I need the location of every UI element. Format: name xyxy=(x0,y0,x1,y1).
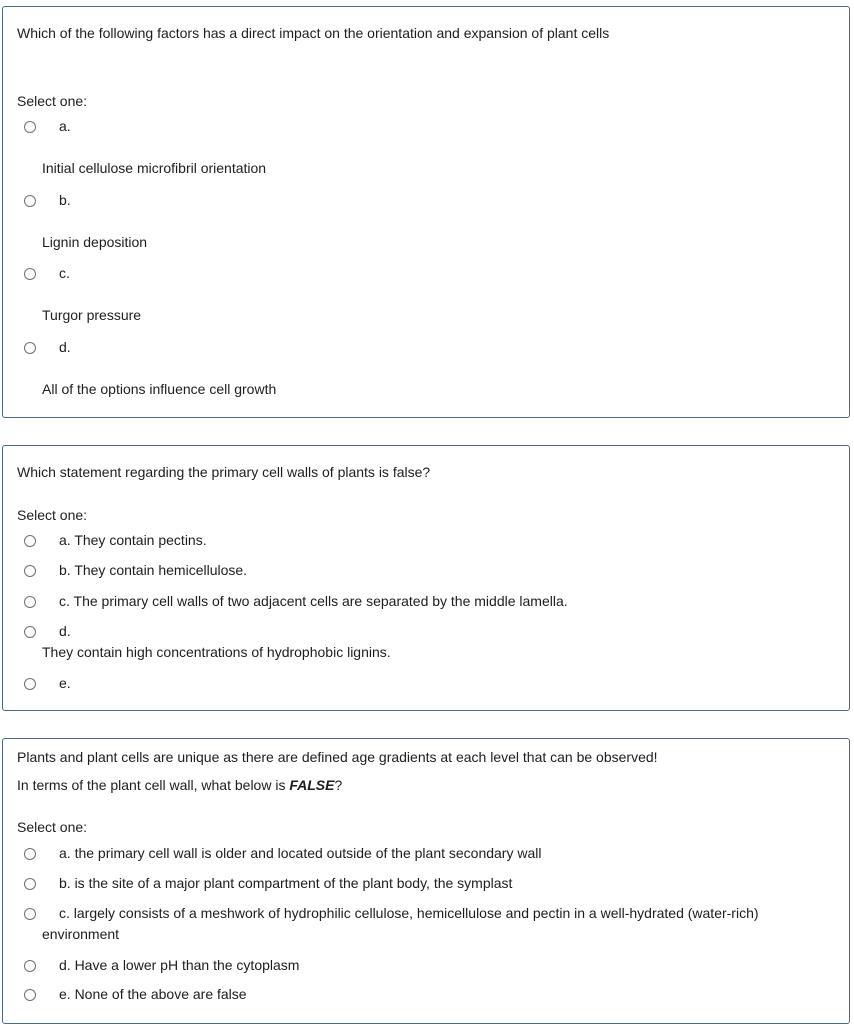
radio-button[interactable] xyxy=(24,268,36,280)
option-text: Lignin deposition xyxy=(42,234,148,250)
radio-button[interactable] xyxy=(24,535,36,547)
option-label: c. largely consists of a meshwork of hydrophilic cellulose, hemicellulose and pectin in a well-hydrated (water-rich) xyxy=(59,905,759,921)
option-text: Turgor pressure xyxy=(42,307,142,323)
question-suffix: ? xyxy=(334,777,343,793)
radio-button[interactable] xyxy=(24,848,36,860)
radio-button[interactable] xyxy=(24,878,36,890)
option-label: d. xyxy=(59,623,71,639)
option-label: c. The primary cell walls of two adjacent cells are separated by the middle lamella. xyxy=(59,593,568,609)
option-label: d. Have a lower pH than the cytoplasm xyxy=(59,957,300,973)
option-d[interactable] xyxy=(3,623,849,643)
option-a[interactable] xyxy=(3,845,849,865)
option-text: All of the options influence cell growth xyxy=(42,381,277,397)
select-one-label: Select one: xyxy=(17,507,88,523)
option-d[interactable] xyxy=(3,957,849,977)
option-text: Initial cellulose microfibril orientation xyxy=(42,160,267,176)
question-text: Which statement regarding the primary cell walls of plants is false? xyxy=(17,464,431,480)
option-b[interactable] xyxy=(3,875,849,895)
radio-button[interactable] xyxy=(24,195,36,207)
option-letter: d. xyxy=(59,339,71,355)
question-card-1 xyxy=(2,6,850,418)
option-a[interactable] xyxy=(3,118,849,138)
question-text: Which of the following factors has a direct impact on the orientation and expansion of plant cells xyxy=(17,25,610,41)
radio-button[interactable] xyxy=(24,626,36,638)
option-label: a. the primary cell wall is older and located outside of the plant secondary wall xyxy=(59,845,542,861)
option-text-continuation: environment xyxy=(42,926,120,942)
option-label: a. They contain pectins. xyxy=(59,532,207,548)
radio-button[interactable] xyxy=(24,342,36,354)
radio-button[interactable] xyxy=(24,678,36,690)
radio-button[interactable] xyxy=(24,565,36,577)
option-label: e. None of the above are false xyxy=(59,986,247,1002)
option-c[interactable] xyxy=(3,905,849,925)
question-emphasis: FALSE xyxy=(289,777,335,793)
option-e[interactable] xyxy=(3,675,849,695)
option-text: They contain high concentrations of hydrophobic lignins. xyxy=(42,644,391,660)
radio-button[interactable] xyxy=(24,960,36,972)
radio-button[interactable] xyxy=(24,121,36,133)
question-subtext xyxy=(17,775,839,795)
question-prefix: In terms of the plant cell wall, what below is xyxy=(17,777,290,793)
option-c[interactable] xyxy=(3,265,849,285)
radio-button[interactable] xyxy=(24,989,36,1001)
radio-button[interactable] xyxy=(24,908,36,920)
option-c[interactable] xyxy=(3,593,849,613)
select-one-label: Select one: xyxy=(17,93,88,109)
option-letter: b. xyxy=(59,192,71,208)
question-card-2 xyxy=(2,445,850,711)
option-e[interactable] xyxy=(3,986,849,1006)
option-a[interactable] xyxy=(3,532,849,552)
question-card-3 xyxy=(2,738,850,1024)
option-letter: c. xyxy=(59,265,70,281)
radio-button[interactable] xyxy=(24,596,36,608)
question-text: Plants and plant cells are unique as there are defined age gradients at each level that can be observed! xyxy=(17,749,658,765)
option-label: b. is the site of a major plant compartment of the plant body, the symplast xyxy=(59,875,513,891)
select-one-label: Select one: xyxy=(17,819,88,835)
option-d[interactable] xyxy=(3,339,849,359)
option-b[interactable] xyxy=(3,192,849,212)
option-label: e. xyxy=(59,675,71,691)
option-b[interactable] xyxy=(3,562,849,582)
option-label: b. They contain hemicellulose. xyxy=(59,562,248,578)
option-letter: a. xyxy=(59,118,71,134)
